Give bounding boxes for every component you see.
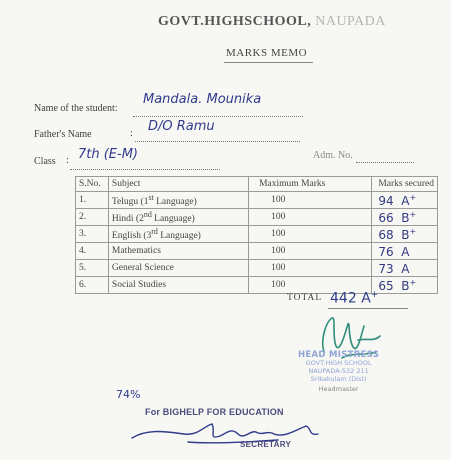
student-name-label: Name of the student: <box>34 103 118 114</box>
school-title <box>158 14 386 30</box>
secretary-signature <box>128 418 338 448</box>
header-marks-secured: Marks secured <box>372 177 438 192</box>
secured-value: 68 <box>378 227 394 242</box>
grade-sup: + <box>409 209 417 219</box>
row-max-marks: 100 <box>249 260 372 277</box>
table-row <box>76 260 438 277</box>
row-max-marks: 100 <box>249 277 372 294</box>
father-name-label: Father's Name <box>34 129 92 140</box>
headmistress-stamp <box>298 351 379 393</box>
class-dotline <box>70 168 220 170</box>
row-subject: Telugu (1st Language) <box>108 192 248 209</box>
row-max-marks: 100 <box>249 243 372 260</box>
school-name: GOVT.HIGHSCHOOL, <box>158 14 312 29</box>
total-underline <box>328 308 408 309</box>
row-secured <box>372 243 438 260</box>
row-secured <box>372 209 438 226</box>
class-colon: : <box>66 155 69 166</box>
secretary-label: SECRETARY <box>240 440 292 449</box>
secured-value: 94 <box>378 193 394 208</box>
row-sno: 4. <box>76 243 109 260</box>
table-row <box>76 192 438 209</box>
grade-value: B <box>401 227 410 242</box>
row-max-marks: 100 <box>249 192 372 209</box>
grade-value: B <box>401 278 410 293</box>
row-sno: 1. <box>76 192 109 209</box>
total-grade-sup: + <box>370 290 379 300</box>
grade-sup: + <box>409 192 417 202</box>
memo-underline <box>224 62 313 63</box>
table-row <box>76 243 438 260</box>
total-grade: A <box>361 290 371 307</box>
for-organisation-line: For BIGHELP FOR EDUCATION <box>145 407 284 417</box>
row-secured <box>372 226 438 243</box>
row-subject: General Science <box>108 260 248 277</box>
table-row <box>76 277 438 294</box>
memo-title: MARKS MEMO <box>226 47 308 59</box>
father-name-colon: : <box>130 128 133 139</box>
row-secured <box>372 260 438 277</box>
header-max-marks: Maximum Marks <box>249 177 372 192</box>
row-subject: English (3rd Language) <box>108 226 248 243</box>
class-value: 7th (E-M) <box>78 147 139 162</box>
secured-value: 65 <box>378 278 394 293</box>
row-subject: Social Studies <box>108 277 248 294</box>
row-subject: Mathematics <box>108 243 248 260</box>
stamp-line1: HEAD MISTRESS <box>298 350 380 360</box>
row-max-marks: 100 <box>249 209 372 226</box>
row-max-marks: 100 <box>249 226 372 243</box>
percentage-note: 74% <box>116 388 141 401</box>
row-subject: Hindi (2nd Language) <box>108 209 248 226</box>
row-sno: 3. <box>76 226 109 243</box>
row-sno: 5. <box>76 260 109 277</box>
table-row <box>76 209 438 226</box>
row-secured <box>372 192 438 209</box>
father-name-value: D/O Ramu <box>148 119 215 134</box>
school-name-tail: NAUPADA <box>315 14 386 29</box>
row-sno: 6. <box>76 277 109 294</box>
secured-value: 73 <box>378 261 394 276</box>
table-row <box>76 226 438 243</box>
header-sno: S.No. <box>76 177 109 192</box>
total-number: 442 <box>330 290 357 307</box>
stamp-line5: Headmaster <box>318 385 359 393</box>
secured-value: 66 <box>378 210 394 225</box>
grade-value: B <box>401 210 410 225</box>
adm-no-dotline <box>356 161 414 163</box>
class-label: Class <box>34 156 56 167</box>
adm-no-label: Adm. No. <box>313 150 353 161</box>
marks-table <box>75 176 438 294</box>
stamp-line2: GOVT.HIGH SCHOOL <box>305 359 372 367</box>
student-name-dotline <box>133 115 303 117</box>
total-value <box>330 290 378 307</box>
secured-value: 76 <box>378 244 394 259</box>
grade-value: A <box>401 193 410 208</box>
grade-value: A <box>401 244 410 259</box>
total-label: TOTAL <box>287 293 323 303</box>
father-name-dotline <box>135 140 300 142</box>
stamp-line4: Srikakulam (Dist) <box>310 375 367 383</box>
row-secured <box>372 277 438 294</box>
header-subject: Subject <box>108 177 248 192</box>
grade-value: A <box>401 261 410 276</box>
row-sno: 2. <box>76 209 109 226</box>
stamp-line3: NAUPADA-532 211 <box>308 367 369 375</box>
table-header-row <box>76 177 438 192</box>
grade-sup: + <box>409 226 417 236</box>
grade-sup: + <box>409 277 417 287</box>
student-name-value: Mandala. Mounika <box>143 92 262 107</box>
